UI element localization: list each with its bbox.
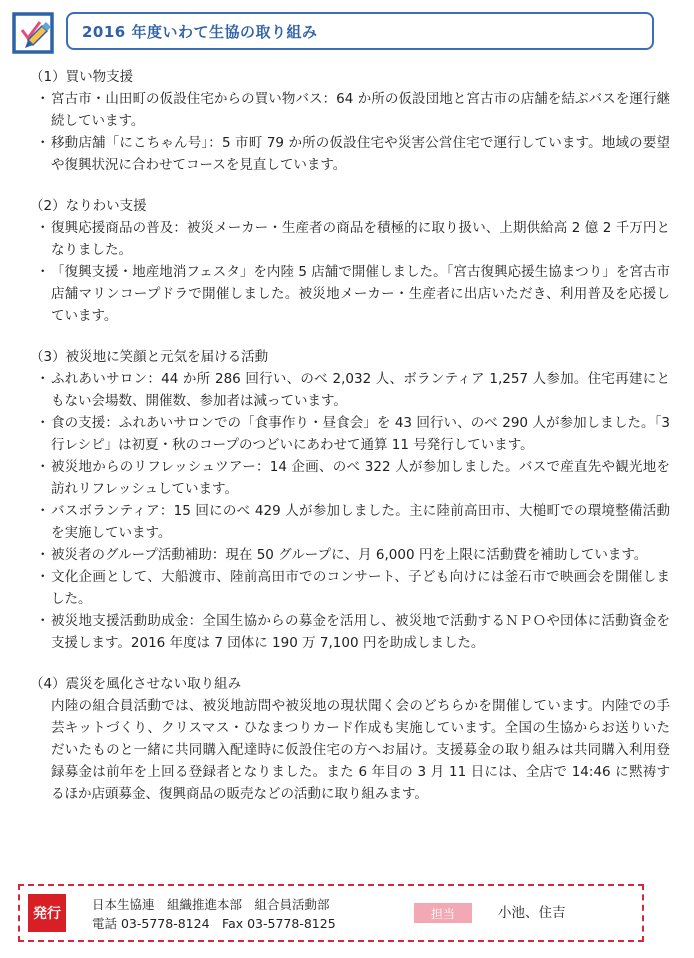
contact-person-name: 小池、住吉 [498, 905, 566, 921]
bullet: ・ [36, 264, 50, 280]
publisher-contact: 電話 03-5778-8124 Fax 03-5778-8125 [92, 916, 336, 931]
list-item: ・ 移動店舗「にこちゃん号」：5 市町 79 か所の仮設住宅や災害公営住宅で運行しています。地域の要望や復興状況に合わせてコースを見直しています。 [34, 132, 670, 176]
main-content [30, 66, 670, 824]
section-title: （2）なりわい支援 [30, 198, 147, 214]
bullet: ・ [36, 220, 50, 236]
contact-person-label: 担当 [414, 903, 472, 923]
publisher-footer [18, 884, 644, 942]
section-smiles-activities [30, 346, 670, 654]
bullet: ・ [36, 415, 50, 431]
list-item: ・ ふれあいサロン：44 か所 286 回行い、のべ 2,032 人、ボランティア 1,257 人参加。住宅再建にともない会場数、開催数、参加者は減っています。 [34, 368, 670, 412]
list-item: ・ 食の支援：ふれあいサロンでの「食事作り・昼食会」を 43 回行い、のべ 290 人が参加しました。「3 行レシピ」は初夏・秋のコープのつどいにあわせて通算 11 号発行しています。 [34, 412, 670, 456]
bullet: ・ [36, 613, 50, 629]
list-item: ・ 宮古市・山田町の仮設住宅からの買い物バス：64 か所の仮設団地と宮古市の店舗を結ぶバスを運行継続しています。 [34, 88, 670, 132]
publisher-org: 日本生協連 組織推進本部 組合員活動部 [92, 897, 330, 912]
list-item: ・ バスボランティア：15 回にのべ 429 人が参加しました。主に陸前高田市、大槌町での環境整備活動を実施しています。 [34, 500, 670, 544]
bullet: ・ [36, 547, 50, 563]
list-item: ・ 被災地からのリフレッシュツアー：14 企画、のべ 322 人が参加しました。バスで産直先や観光地を訪れリフレッシュしています。 [34, 456, 670, 500]
list-item: ・ 文化企画として、大船渡市、陸前高田市でのコンサート、子ども向けには釜石市で映画会を開催しました。 [34, 566, 670, 610]
section-livelihood-support [30, 195, 670, 327]
bullet: ・ [36, 135, 50, 151]
page-title: 2016 年度いわて生協の取り組み [82, 22, 318, 41]
list-item: ・ 被災者のグループ活動補助：現在 50 グループに、月 6,000 円を上限に活動費を補助しています。 [34, 544, 670, 566]
bullet: ・ [36, 569, 50, 585]
checklist-icon [12, 10, 56, 54]
list-item: ・ 「復興支援・地産地消フェスタ」を内陸 5 店舗で開催しました。「宮古復興応援生協まつり」を宮古市店舗マリンコープドラで開催しました。被災地メーカー・生産者に出店いただき、利用普及を応援しています。 [34, 261, 670, 327]
title-box [66, 12, 654, 50]
section-title: （1）買い物支援 [30, 69, 134, 85]
bullet: ・ [36, 503, 50, 519]
list-item: ・ 被災地支援活動助成金：全国生協からの募金を活用し、被災地で活動するＮＰＯや団体に活動資金を支援します。2016 年度は 7 団体に 190 万 7,100 円を助成しました。 [34, 610, 670, 654]
section-title: （3）被災地に笑顔と元気を届ける活動 [30, 349, 269, 365]
section-memory-preservation [30, 673, 670, 805]
bullet: ・ [36, 459, 50, 475]
section-title: （4）震災を風化させない取り組み [30, 676, 242, 692]
section-body: 内陸の組合員活動では、被災地訪問や被災地の現状聞く会のどちらかを開催しています。内陸での手芸キットづくり、クリスマス・ひなまつりカード作成も実施しています。全国の生協からお送りいただいたものと一緒に共同購入配達時に仮設住宅の方へお届け。支援募金の取り組みは共同購入利用登録募金は前年を上回る登録者となりました。また 6 年目の 3 月 11 日には、全店で 14:46 に黙祷するほか店頭募金、復興商品の販売などの活動に取り組みます。 [51, 698, 670, 802]
list-item: ・ 復興応援商品の普及：被災メーカー・生産者の商品を積極的に取り扱い、上期供給高 2 億 2 千万円となりました。 [34, 217, 670, 261]
bullet: ・ [36, 91, 50, 107]
section-shopping-support [30, 66, 670, 176]
publisher-badge: 発行 [28, 894, 66, 932]
bullet: ・ [36, 371, 50, 387]
